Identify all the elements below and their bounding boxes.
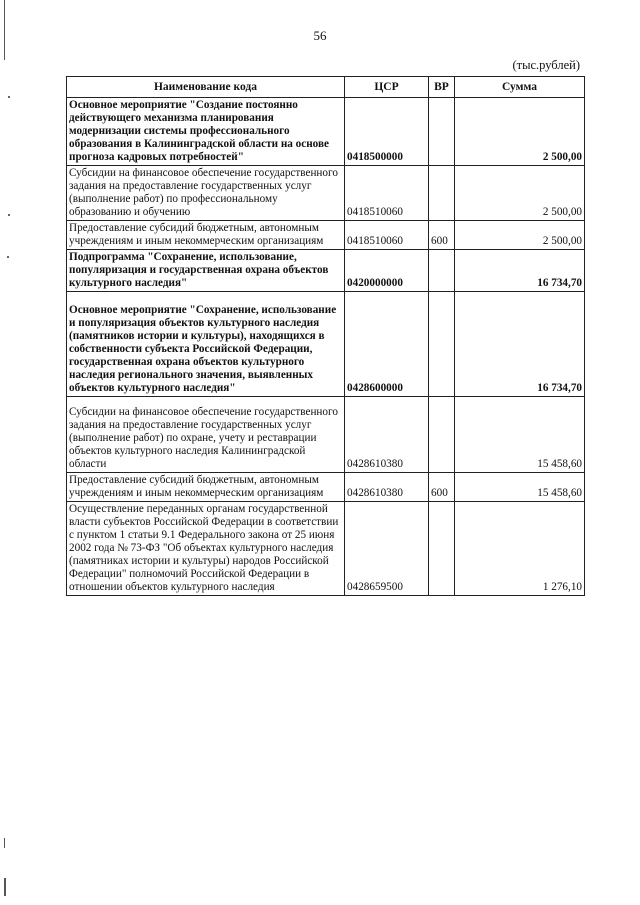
table-row — [67, 397, 585, 473]
row-name: Осуществление переданных органам государственной власти субъектов Российской Федерации в соответствии с пунктом 1 статьи 9.1 Федерального закона от 25 июня 2002 года № 73-ФЗ "Об объектах культурного наследия (памятниках истории и культуры) народов Российской Федерации" полномочий Российской Федерации в отношении объектов культурного наследия — [67, 502, 345, 596]
row-name: Предоставление субсидий бюджетным, автономным учреждениям и иным некоммерческим организациям — [67, 473, 345, 502]
header-vr: ВР — [429, 77, 455, 98]
row-name: Подпрограмма "Сохранение, использование, популяризация и государственная охрана объектов культурного наследия" — [67, 250, 345, 292]
row-name: Основное мероприятие "Создание постоянно действующего механизма планирования модернизации системы профессионального образования в Калининградской области на основе прогноза кадровых потребностей" — [67, 98, 345, 166]
row-csr: 0428610380 — [345, 473, 429, 502]
row-sum: 2 500,00 — [455, 98, 585, 166]
scan-dot — [7, 256, 9, 258]
row-vr — [429, 250, 455, 292]
table-row — [67, 292, 585, 397]
row-vr — [429, 98, 455, 166]
scan-margin-line — [4, 838, 5, 848]
row-name: Субсидии на финансовое обеспечение государственного задания на предоставление государственных услуг (выполнение работ) по профессиональному образованию и обучению — [67, 166, 345, 221]
table-row — [67, 166, 585, 221]
row-sum: 2 500,00 — [455, 166, 585, 221]
row-name: Предоставление субсидий бюджетным, автономным учреждениям и иным некоммерческим организациям — [67, 221, 345, 250]
row-sum: 16 734,70 — [455, 250, 585, 292]
row-csr: 0418510060 — [345, 166, 429, 221]
row-sum: 1 276,10 — [455, 502, 585, 596]
scan-dot — [8, 214, 10, 216]
row-vr: 600 — [429, 221, 455, 250]
scan-margin-line — [4, 878, 6, 896]
row-csr: 0418500000 — [345, 98, 429, 166]
row-vr — [429, 397, 455, 473]
row-csr: 0418510060 — [345, 221, 429, 250]
budget-table — [66, 76, 585, 596]
row-sum: 2 500,00 — [455, 221, 585, 250]
header-name: Наименование кода — [67, 77, 345, 98]
scan-dot — [8, 96, 10, 98]
row-sum: 15 458,60 — [455, 397, 585, 473]
row-name: Основное мероприятие "Сохранение, использование и популяризация объектов культурного наследия (памятников истории и культуры), находящихся в собственности субъекта Российской Федерации, государственная охрана объектов культурного наследия регионального значения, выявленных объектов культурного наследия" — [67, 292, 345, 397]
row-name: Субсидии на финансовое обеспечение государственного задания на предоставление государственных услуг (выполнение работ) по охране, учету и реставрации объектов культурного наследия Калининградской области — [67, 397, 345, 473]
row-csr: 0428610380 — [345, 397, 429, 473]
row-vr: 600 — [429, 473, 455, 502]
table-header-row — [67, 77, 585, 98]
table-row — [67, 98, 585, 166]
row-vr — [429, 166, 455, 221]
row-vr — [429, 292, 455, 397]
header-csr: ЦСР — [345, 77, 429, 98]
row-csr: 0420000000 — [345, 250, 429, 292]
table-row — [67, 250, 585, 292]
row-vr — [429, 502, 455, 596]
row-csr: 0428600000 — [345, 292, 429, 397]
header-sum: Сумма — [455, 77, 585, 98]
table-row — [67, 221, 585, 250]
scan-margin-line — [4, 0, 5, 60]
row-csr: 0428659500 — [345, 502, 429, 596]
page-number: 56 — [313, 28, 327, 43]
table-row — [67, 502, 585, 596]
row-sum: 16 734,70 — [455, 292, 585, 397]
row-sum: 15 458,60 — [455, 473, 585, 502]
table-row — [67, 473, 585, 502]
units-note: (тыс.рублей) — [512, 58, 580, 72]
